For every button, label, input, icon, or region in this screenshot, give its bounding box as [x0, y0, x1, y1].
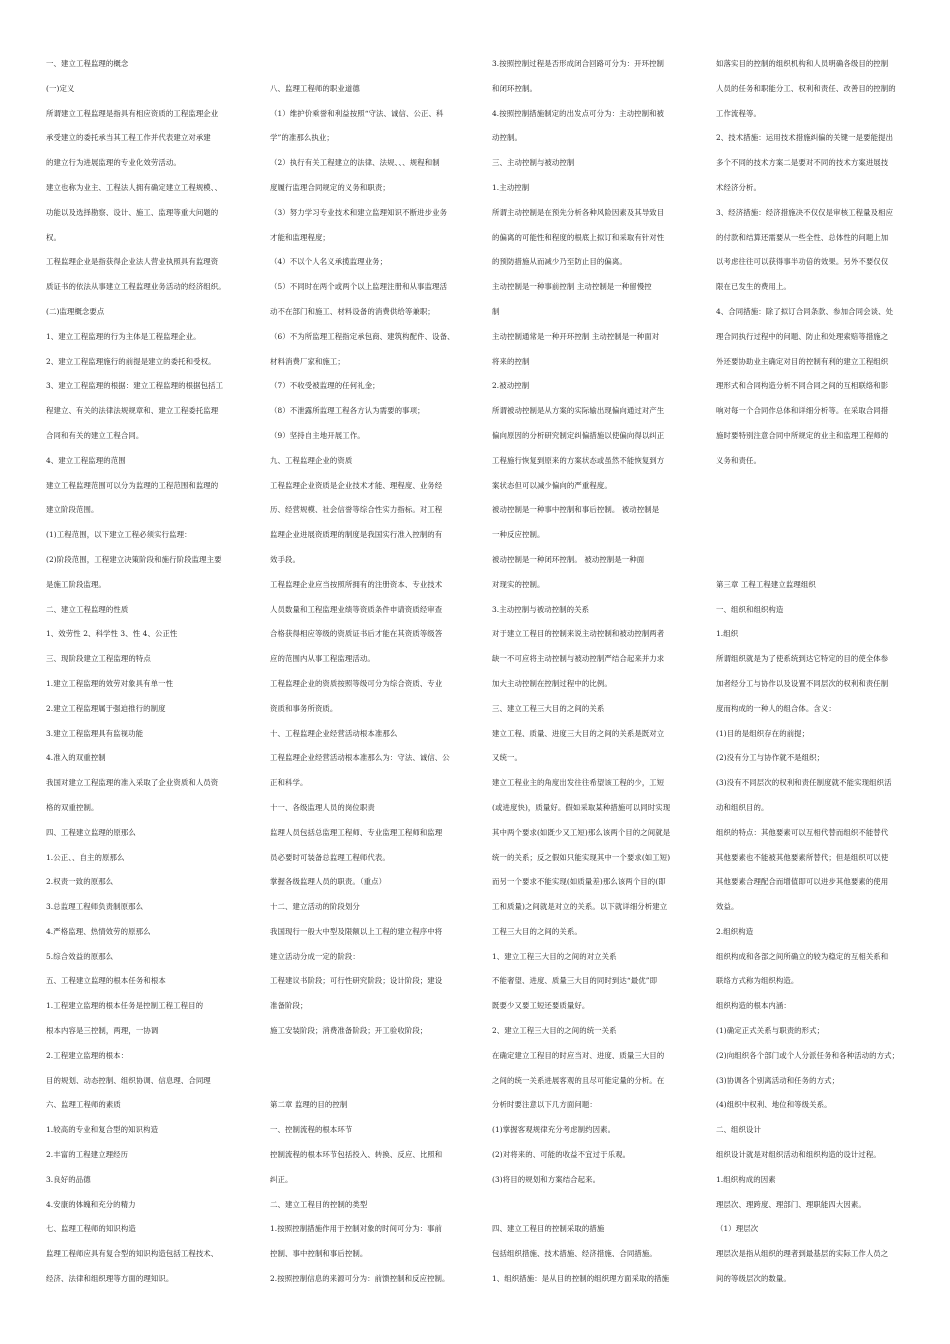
- text-line: 3、经济措施：经济措施决不仅仅是审核工程量及相应: [716, 207, 894, 217]
- text-line: 2.按照控制信息的来源可分为：前馈控制和反应控制。: [270, 1274, 450, 1284]
- text-line: 1、建立工程监理的行为主体是工程监理企业。: [46, 331, 201, 341]
- text-line: 3.建立工程监理具有监视功能: [46, 728, 144, 738]
- text-line: 既要少又要工短还要质量好。: [492, 1001, 590, 1011]
- text-line: 3、建立工程监理的根据：建立工程监理的根据包括工: [46, 381, 224, 391]
- text-line: [716, 548, 916, 573]
- text-line: 建立阶段范围。: [46, 505, 99, 515]
- text-line: [716, 523, 916, 548]
- text-line: 控制流程的根本环节包括投入、转换、反应、比照和: [270, 1150, 443, 1160]
- text-line: （6）不为所监理工程指定承包商、建筑构配件、设备、: [270, 331, 455, 341]
- text-line: (3)将目的规划和方案结合起来。: [492, 1174, 601, 1184]
- text-line: 动和组织目的。: [716, 802, 769, 812]
- text-line: 被动控制是一种事中控制和事后控制。 被动控制是: [492, 505, 660, 515]
- text-line: （5）不同时在两个或两个以上监理注册和从事监理活: [270, 282, 448, 292]
- text-line: 度而构成的一种人的组合体。含义：: [716, 703, 836, 713]
- text-line: 根本内容是三控制，两理，一协调: [46, 1026, 159, 1036]
- text-line: 理层次是指从组织的理者到最基层的实际工作人员之: [716, 1249, 889, 1259]
- text-line: 动不在部门和施工、材料设备的消费供给等兼职；: [270, 306, 435, 316]
- text-line: 施工安装阶段；消费准备阶段；开工验收阶段；: [270, 1026, 428, 1036]
- text-line: 所谓被动控制是从方案的实际输出现偏向通过对产生: [492, 406, 665, 416]
- text-line: 3.良好的品德: [46, 1174, 91, 1184]
- text-line: 1.主动控制: [492, 182, 530, 192]
- text-line: 而另一个要求不能实现(如质量差)那么该两个目的(即: [492, 877, 666, 887]
- text-line: （1）理层次: [716, 1224, 759, 1234]
- text-line: 资质和事务所资质。: [270, 703, 338, 713]
- text-line: 组织构造的根本内涵：: [716, 1001, 791, 1011]
- text-line: 组织构成和各部之间所确立的较为稳定的互相关系和: [716, 951, 889, 961]
- text-line: 纠正。: [270, 1174, 293, 1184]
- text-line: 的预防措施从而减少乃至防止目的偏离。: [492, 257, 627, 267]
- text-line: 4.准入的双重控制: [46, 753, 106, 763]
- text-line: 4.按照控制措施制定的出发点可分为：主动控制和被: [492, 108, 665, 118]
- text-line: 1.较高的专业和复合型的知识构造: [46, 1125, 159, 1135]
- text-line: 1.工程建立监理的根本任务是控制工程工程目的: [46, 1001, 204, 1011]
- text-line: 一种反应控制。: [492, 530, 545, 540]
- text-line: 3.总监理工程师负责制原那么: [46, 902, 144, 912]
- text-line: 第二章 监理的目的控制: [270, 1100, 348, 1110]
- text-line: 以考虑往往可以获得事半功倍的效果。另外不要仅仅: [716, 257, 889, 267]
- text-line: (4)组织中权利、地位和等级关系。: [716, 1100, 832, 1110]
- text-line: 学”的准那么执业；: [270, 133, 334, 143]
- text-line: 目的规划、动态控制、组织协调、信息理、合同理: [46, 1075, 211, 1085]
- text-line: 2、技术措施：运用技术措施纠偏的关键一是要能提出: [716, 133, 894, 143]
- text-line: 质证书的依法从事建立工程监理业务活动的经济组织。: [46, 282, 226, 292]
- text-line: 对现实的控制。: [492, 579, 545, 589]
- text-column-1: [46, 52, 246, 1292]
- text-line: 功能以及选择勘察、设计、施工、监理等重大问题的: [46, 207, 219, 217]
- text-line: 承受建立的委托承当其工程工作并代表建立对承建: [46, 133, 211, 143]
- text-line: 所谓建立工程监理是指具有相应资质的工程监理企业: [46, 108, 219, 118]
- text-line: 间的等级层次的数量。: [716, 1274, 791, 1284]
- text-line: 监理人员包括总监理工程师、专业监理工程师和监理: [270, 827, 443, 837]
- text-line: 和闭环控制。: [492, 83, 537, 93]
- text-line: （1）维护价乘誉和利益按照“守法、诚信、公正、科: [270, 108, 444, 118]
- text-line: [270, 1044, 470, 1069]
- text-line: 我国现行一般大中型及限额以上工程的建立程序中将: [270, 926, 443, 936]
- text-line: [716, 474, 916, 499]
- text-line: 四、工程建立监理的原那么: [46, 827, 136, 837]
- text-line: (2)向组织各个部门或个人分派任务和各种活动的方式；: [716, 1050, 900, 1060]
- text-line: 1、建立工程三大目的之间的对立关系: [492, 951, 617, 961]
- text-line: 义务和责任。: [716, 455, 761, 465]
- text-line: 之间的统一关系进展客观的且尽可能定量的分析。在: [492, 1075, 665, 1085]
- text-line: （3）努力学习专业技术和建立监理知识不断进步业务: [270, 207, 448, 217]
- text-line: 主动控制是一种事前控制 主动控制是一种留慢控: [492, 282, 652, 292]
- text-line: 理层次、理跨度、理部门、理职能四大因素。: [716, 1199, 866, 1209]
- text-line: 九、工程监理企业的资质: [270, 455, 353, 465]
- text-line: 加者经分工与协作以及设置不同层次的权利和责任制: [716, 678, 889, 688]
- text-line: 施时要特别注意合同中所规定的业主和监理工程师的: [716, 430, 889, 440]
- text-line: 建立也称为业主、工程法人拥有确定建立工程规模、、: [46, 182, 223, 192]
- text-line: 人员数量和工程监理业绩等资质条件申请资质经审查: [270, 604, 443, 614]
- text-line: 对于建立工程目的控制来说主动控制和被动控制两者: [492, 629, 665, 639]
- text-line: 理合同执行过程中的问题、防止和处理索赔等措施之: [716, 331, 889, 341]
- text-line: 其他要素合理配合而增值即可以进步其他要素的使用: [716, 877, 889, 887]
- text-line: 十二、建立活动的阶段划分: [270, 902, 360, 912]
- text-line: 十一、各级监理人员的岗位职责: [270, 802, 375, 812]
- text-line: 八、监理工程师的职业道德: [270, 83, 360, 93]
- text-line: 缺一不可应将主动控制与被动控制严结合起来并力求: [492, 654, 665, 664]
- text-line: 度履行监理合同规定的义务和职责；: [270, 182, 390, 192]
- text-line: （7）不收受被监理的任何礼金；: [270, 381, 380, 391]
- text-line: 被动控制是一种闭环控制。 被动控制是一种面: [492, 554, 645, 564]
- text-line: 3.按照控制过程是否形成闭合回路可分为：开环控制: [492, 59, 665, 68]
- text-line: (3)没有不同层次的权利和责任制度就不能实现组织活: [716, 778, 892, 788]
- text-line: 加大主动控制在控制过程中的比例。: [492, 678, 612, 688]
- text-line: [270, 52, 470, 77]
- text-line: 工程监理企业经营活动根本准那么为：守法、诚信、公: [270, 753, 450, 763]
- text-line: 工程监理企业的资质按照等级可分为综合资质、专业: [270, 678, 443, 688]
- text-line: (2)没有分工与协作就不是组织；: [716, 753, 825, 763]
- text-line: 工程三大目的之间的关系。: [492, 926, 582, 936]
- text-line: 才能和监理程度；: [270, 232, 330, 242]
- text-column-4: [716, 52, 916, 1292]
- text-line: [270, 1069, 470, 1094]
- text-line: (1)确定正式关系与职责的形式；: [716, 1026, 825, 1036]
- text-line: 正和科学。: [270, 778, 308, 788]
- text-line: 六、监理工程师的素质: [46, 1100, 121, 1110]
- text-column-2: [270, 52, 470, 1292]
- text-line: 外还要协助业主确定对目的控制有利的建立工程组织: [716, 356, 889, 366]
- text-line: 工和质量)之间就是对立的关系。以下就详细分析建立: [492, 902, 668, 912]
- text-column-3: [492, 52, 692, 1292]
- text-line: 5.综合效益的原那么: [46, 951, 114, 961]
- text-line: 我国对建立工程监理的准入采取了企业资质和人员资: [46, 778, 219, 788]
- text-line: 权。: [46, 232, 61, 242]
- text-line: [716, 498, 916, 523]
- text-line: 七、监理工程师的知识构造: [46, 1224, 136, 1234]
- text-line: (二)监理概念要点: [46, 306, 105, 316]
- text-line: 合格获得相应等级的资质证书后才能在其资质等级答: [270, 629, 443, 639]
- text-line: 材料消费厂家和施工；: [270, 356, 345, 366]
- text-line: 1.建立工程监理的效劳对象具有单一性: [46, 678, 174, 688]
- text-line: 经济、法律和组织理等方面的理知识。: [46, 1274, 174, 1284]
- text-line: 所谓组织就是为了使系统到达它特定的目的使全体参: [716, 654, 889, 664]
- text-line: 建立工程监理范围可以分为监理的工程范围和监理的: [46, 480, 219, 490]
- text-line: 组织设计就是对组织活动和组织构造的设计过程。: [716, 1150, 881, 1160]
- text-line: [492, 1193, 692, 1218]
- text-line: 限在已发生的费用上。: [716, 282, 791, 292]
- text-line: 3.主动控制与被动控制的关系: [492, 604, 590, 614]
- text-line: 是施工阶段监理。: [46, 579, 106, 589]
- text-line: 在确定建立工程目的时应当对、进度、质量三大目的: [492, 1050, 665, 1060]
- text-line: 三、主动控制与被动控制: [492, 158, 575, 168]
- text-line: 三、建立工程三大目的之间的关系: [492, 703, 605, 713]
- text-line: 监理工程师应具有复合型的知识构造包括工程技术、: [46, 1249, 219, 1259]
- text-line: 制: [492, 306, 500, 316]
- text-line: 掌握各级监理人员的职责。（重点）: [270, 877, 387, 887]
- text-line: 其中两个要求(如既少又工短)那么该两个目的之间就是: [492, 827, 671, 837]
- text-line: 程建立、有关的法律法规规章和、建立工程委托监理: [46, 406, 219, 416]
- text-line: 1.组织: [716, 629, 739, 639]
- text-line: 4.安康的体魄和充分的精力: [46, 1199, 136, 1209]
- text-line: 三、现阶段建立工程监理的特点: [46, 654, 151, 664]
- text-line: 4、合同措施：除了拟订合同条款、参加合同会谈、处: [716, 306, 894, 316]
- text-line: 又统一。: [492, 753, 522, 763]
- text-line: (1)工程范围，以下建立工程必须实行监理：: [46, 530, 192, 540]
- text-line: 2.建立工程监理属于强迫推行的制度: [46, 703, 166, 713]
- text-line: 合同和有关的建立工程合同。: [46, 430, 144, 440]
- text-line: 效益。: [716, 902, 739, 912]
- text-line: 应的范围内从事工程监理活动。: [270, 654, 375, 664]
- text-line: 2.权责一致的原那么: [46, 877, 114, 887]
- text-line: 工程建议书阶段；可行性研究阶段；设计阶段；建设: [270, 976, 443, 986]
- text-line: 二、组织设计: [716, 1125, 761, 1135]
- text-line: （2）执行有关工程建立的法律、法规、、、规程和制: [270, 158, 440, 168]
- text-line: 的付款和结算还需要从一些全性、总体性的问题上加: [716, 232, 889, 242]
- text-line: 理形式和合同构造分析不同合同之间的互相联络和影: [716, 381, 889, 391]
- text-line: 所谓主动控制是在预先分析各种风险因素及其导致目: [492, 207, 665, 217]
- text-line: 二、建立工程目的控制的类型: [270, 1199, 368, 1209]
- text-line: (3)协调各个别离活动和任务的方式；: [716, 1075, 840, 1085]
- text-line: 2、建立工程监理施行的前提是建立的委托和受权。: [46, 356, 216, 366]
- text-line: 2.工程建立监理的根本：: [46, 1050, 129, 1060]
- text-line: 员必要时可装备总监理工程师代表。: [270, 852, 390, 862]
- text-line: 二、建立工程监理的性质: [46, 604, 129, 614]
- text-line: 的偏离的可能性和程度的根底上拟订和采取有针对性: [492, 232, 665, 242]
- text-line: 1.公正、、自主的原那么: [46, 852, 125, 862]
- text-line: 1.组织构成的因素: [716, 1174, 776, 1184]
- text-line: 格的双重控制。: [46, 802, 99, 812]
- text-line: 工程监理企业是指获得企业法人营业执照具有监理资: [46, 257, 219, 267]
- text-line: 组织的特点：其他要素可以互相代替而组织不能替代: [716, 827, 889, 837]
- text-line: 一、控制流程的根本环节: [270, 1125, 353, 1135]
- text-line: 1.按照控制措施作用于控制对象的时间可分为：事前: [270, 1224, 443, 1234]
- text-line: 4.严格监理、热情效劳的原那么: [46, 926, 151, 936]
- text-line: (2)对将来的、可能的收益不宜过于乐观。: [492, 1150, 631, 1160]
- text-line: 建立活动分成一定的阶段：: [270, 951, 360, 961]
- text-line: 五、工程建立监理的根本任务和根本: [46, 976, 166, 986]
- text-line: （9）坚持自主地开展工作。: [270, 430, 365, 440]
- text-line: 其他要素也不能被其他要素所替代；但是组织可以使: [716, 852, 889, 862]
- text-line: 效手段。: [270, 554, 300, 564]
- text-line: 2.组织构造: [716, 926, 754, 936]
- text-line: 监理企业进展资质理的制度是我国实行准入控制的有: [270, 530, 443, 540]
- text-line: 分析时要注意以下几方面问题：: [492, 1100, 597, 1110]
- text-line: 一、组织和组织构造: [716, 604, 784, 614]
- text-line: (1)目的是组织存在的前提；: [716, 728, 810, 738]
- text-line: 4、建立工程监理的范围: [46, 455, 126, 465]
- text-line: 工程施行恢复到原来的方案状态或虽然不能恢复到方: [492, 455, 665, 465]
- text-line: 案状态但可以减少偏向的严重程度。: [492, 480, 612, 490]
- text-line: 包括组织措施、技术措施、经济措施、合同措施。: [492, 1249, 657, 1259]
- text-line: 将来的控制: [492, 356, 530, 366]
- text-line: 十、工程监理企业经营活动根本准那么: [270, 728, 398, 738]
- text-line: 1、效劳性 2、科学性 3、性 4、公正性: [46, 629, 178, 639]
- text-line: 不能奢望、进度、质量三大目的同时到达“最优”即: [492, 976, 658, 986]
- text-line: 响对每一个合同作总体和详细分析等。在采取合同措: [716, 406, 889, 416]
- text-line: 的建立行为进展监理的专业化效劳活动。: [46, 158, 181, 168]
- text-line: （8）不泄露所监理工程各方认为需要的事项；: [270, 406, 425, 416]
- text-line: 工程监理企业资质是企业技术才能、理程度、业务经: [270, 480, 443, 490]
- text-line: 人员的任务和职能分工、权利和责任、改善目的控制的: [716, 83, 896, 93]
- text-line: (一)定义: [46, 83, 75, 93]
- text-line: 准备阶段；: [270, 1001, 308, 1011]
- text-line: 多个不同的技术方案二是要对不同的技术方案进展技: [716, 158, 889, 168]
- text-line: (1)掌握客观规律充分考虑制约因素。: [492, 1125, 616, 1135]
- text-line: 一、建立工程监理的概念: [46, 59, 129, 68]
- text-line: 建立工程业主的角度出发往往希望该工程的少，工短: [492, 778, 665, 788]
- text-line: 主动控制通常是一种开环控制 主动控制是一种面对: [492, 331, 660, 341]
- text-line: （4）不以个人名义承揽监理业务；: [270, 257, 388, 267]
- text-line: 工程监理企业应当按照所拥有的注册资本、专业技术: [270, 579, 443, 589]
- text-line: 1、组织措施：是从目的控制的组织理方面采取的措施: [492, 1274, 670, 1284]
- text-line: 历、经营规模、社会信誉等综合性实力指标。对工程: [270, 505, 443, 515]
- text-line: 2、建立工程三大目的之间的统一关系: [492, 1026, 617, 1036]
- text-line: 统一的关系；反之假如只能实现其中一个要求(如工短): [492, 852, 671, 862]
- text-line: 工作流程等。: [716, 108, 761, 118]
- text-line: (2)阶段范围，工程建立决策阶段和施行阶段监理主要: [46, 554, 222, 564]
- text-line: 四、建立工程目的控制采取的措施: [492, 1224, 605, 1234]
- text-line: (或进度快)，质量好。假如采取某种措施可以同时实现: [492, 802, 671, 812]
- text-line: 2.被动控制: [492, 381, 530, 391]
- text-line: 联络方式称为组织构造。: [716, 976, 799, 986]
- text-line: 第三章 工程工程建立监理组织: [716, 579, 816, 589]
- text-line: 控制、事中控制和事后控制。: [270, 1249, 368, 1259]
- text-line: 2.丰富的工程建立理经历: [46, 1150, 129, 1160]
- text-line: 偏向原因的分析研究制定纠偏措施以使偏向得以纠正: [492, 430, 665, 440]
- text-line: 建立工程、质量、进度三大目的之间的关系是既对立: [492, 728, 665, 738]
- text-line: 如落实目的控制的组织机构和人员明确各级目的控制: [716, 59, 889, 68]
- text-line: 术经济分析。: [716, 182, 761, 192]
- text-line: 动控制。: [492, 133, 522, 143]
